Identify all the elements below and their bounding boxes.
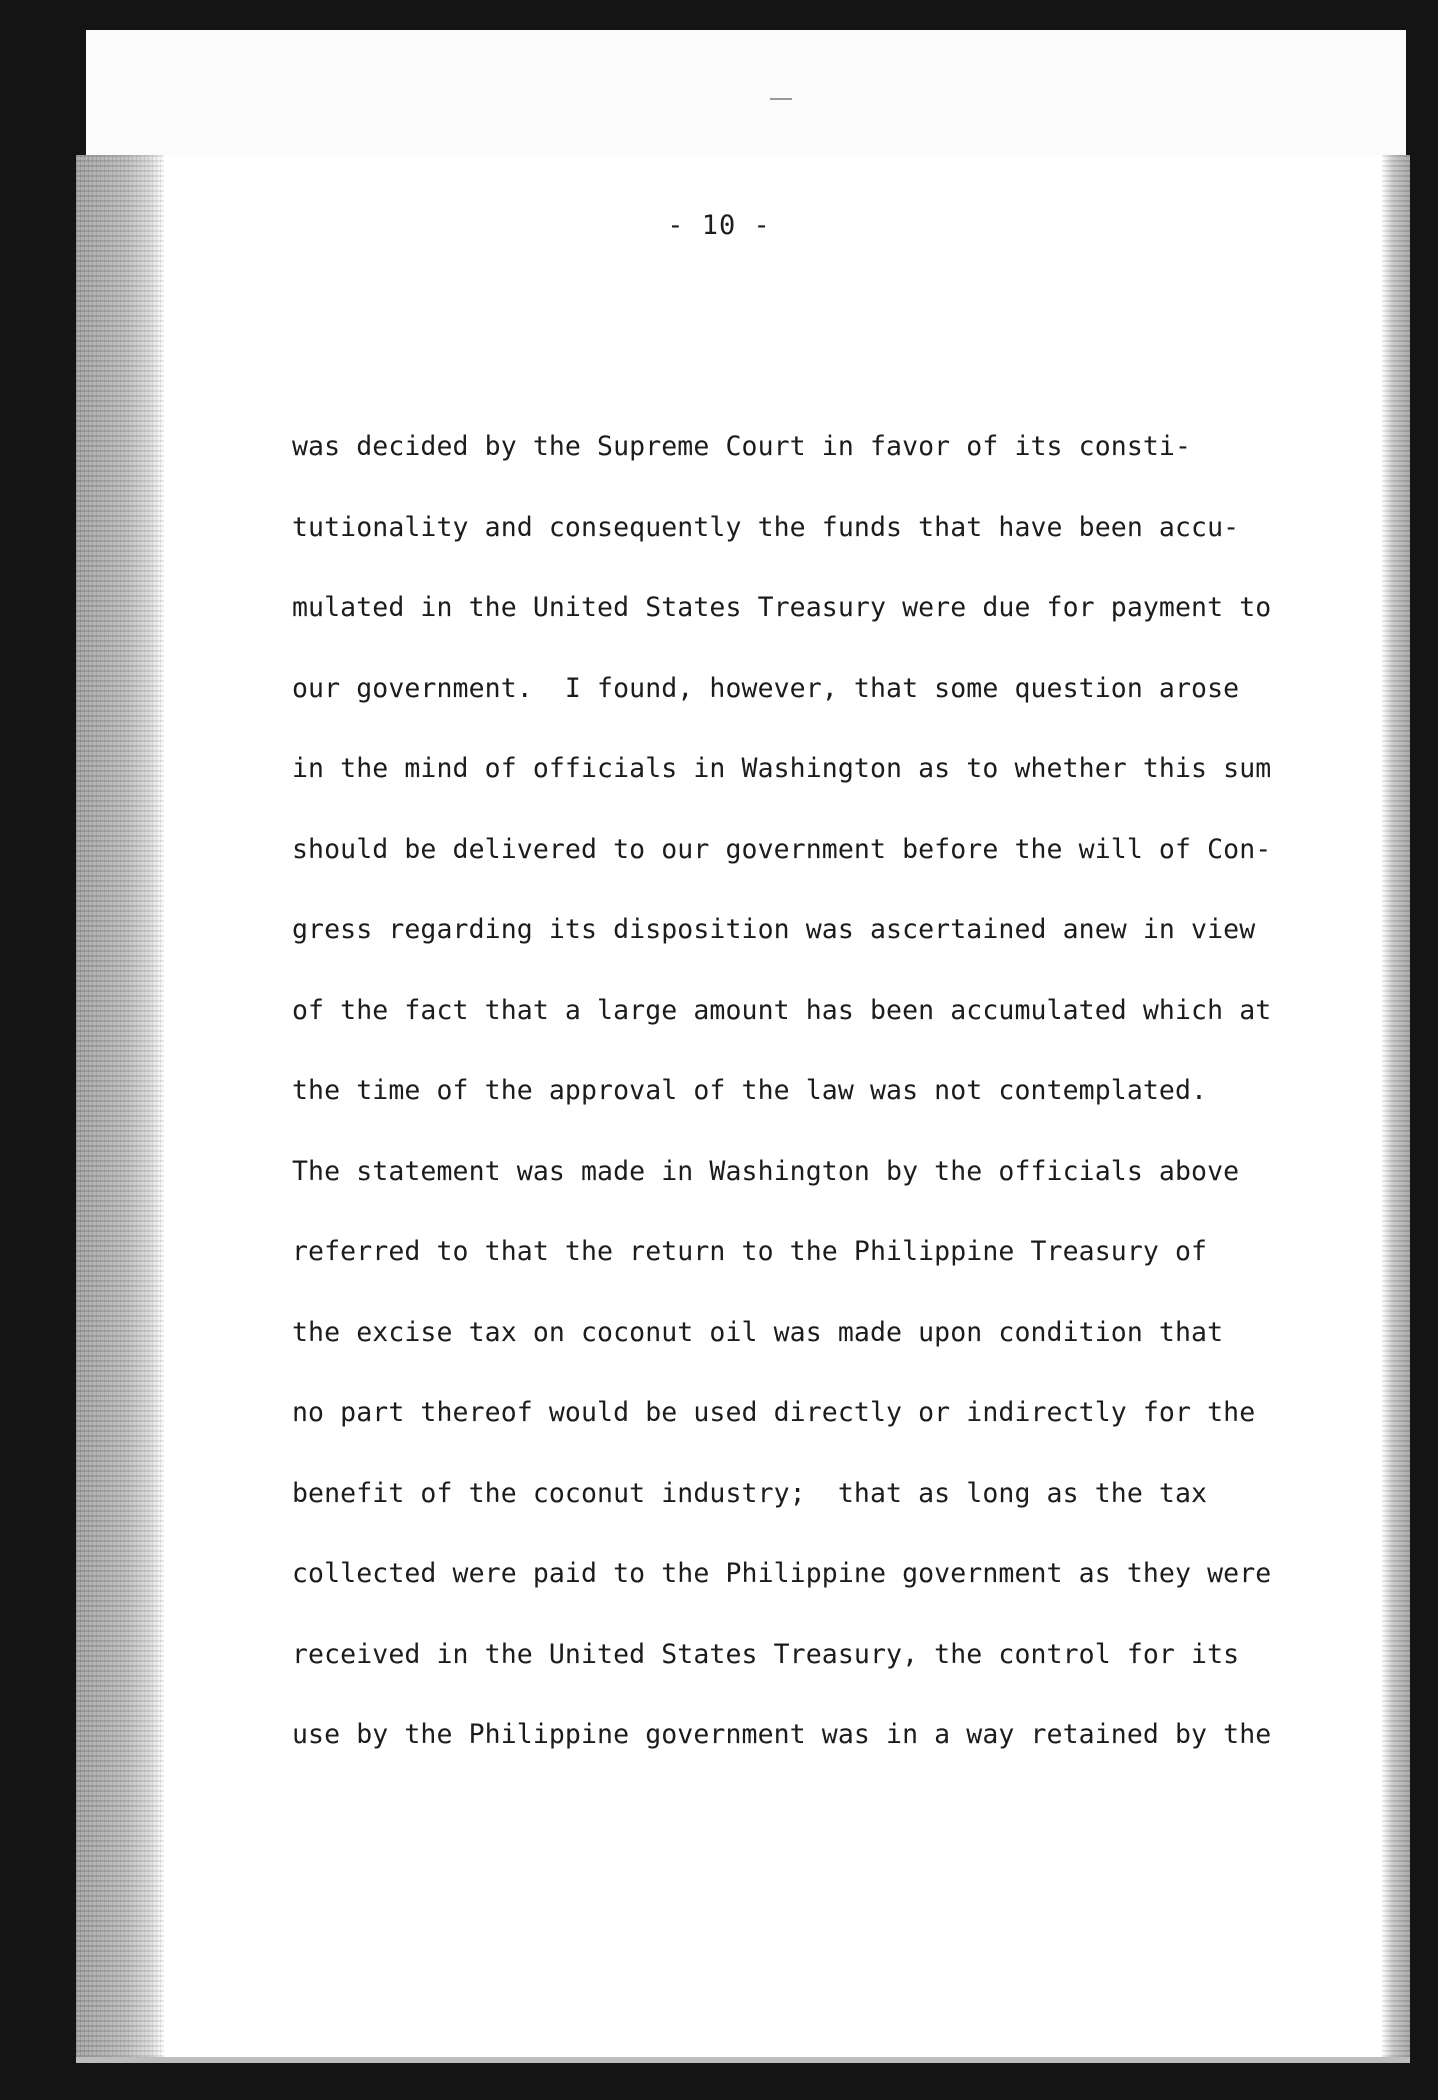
text-line: the time of the approval of the law was not contemplated.: [292, 1075, 1208, 1106]
text-line: no part thereof would be used directly or indirectly for the: [292, 1397, 1256, 1428]
text-line: our government. I found, however, that some question arose: [292, 672, 1240, 704]
text-line: tutionality and consequently the funds that have been accu-: [292, 511, 1240, 543]
text-line: of the fact that a large amount has been accumulated which at: [292, 994, 1272, 1026]
scan-mark: [770, 98, 792, 100]
text-line: the excise tax on coconut oil was made upon condition that: [292, 1316, 1224, 1348]
text-line: use by the Philippine government was in a way retained by the: [292, 1719, 1272, 1750]
text-line: The statement was made in Washington by the officials above: [292, 1155, 1240, 1187]
page-bottom-edge: [76, 2057, 1410, 2063]
text-line: in the mind of officials in Washington as to whether this sum: [292, 753, 1272, 784]
text-line: was decided by the Supreme Court in favor of its consti-: [292, 431, 1192, 462]
text-line: referred to that the return to the Philippine Treasury of: [292, 1236, 1208, 1267]
text-line: benefit of the coconut industry; that as long as the tax: [292, 1477, 1208, 1509]
page-number: - 10 -: [667, 210, 771, 241]
text-line: should be delivered to our government before the will of Con-: [292, 833, 1272, 865]
body-text: [292, 424, 1352, 1793]
text-line: mulated in the United States Treasury were due for payment to: [292, 592, 1272, 623]
left-scan-shadow: [76, 155, 164, 2057]
text-line: collected were paid to the Philippine government as they were: [292, 1558, 1272, 1589]
text-line: received in the United States Treasury, the control for its: [292, 1638, 1240, 1670]
text-line: gress regarding its disposition was ascertained anew in view: [292, 914, 1256, 945]
right-scan-shadow: [1382, 155, 1410, 2057]
